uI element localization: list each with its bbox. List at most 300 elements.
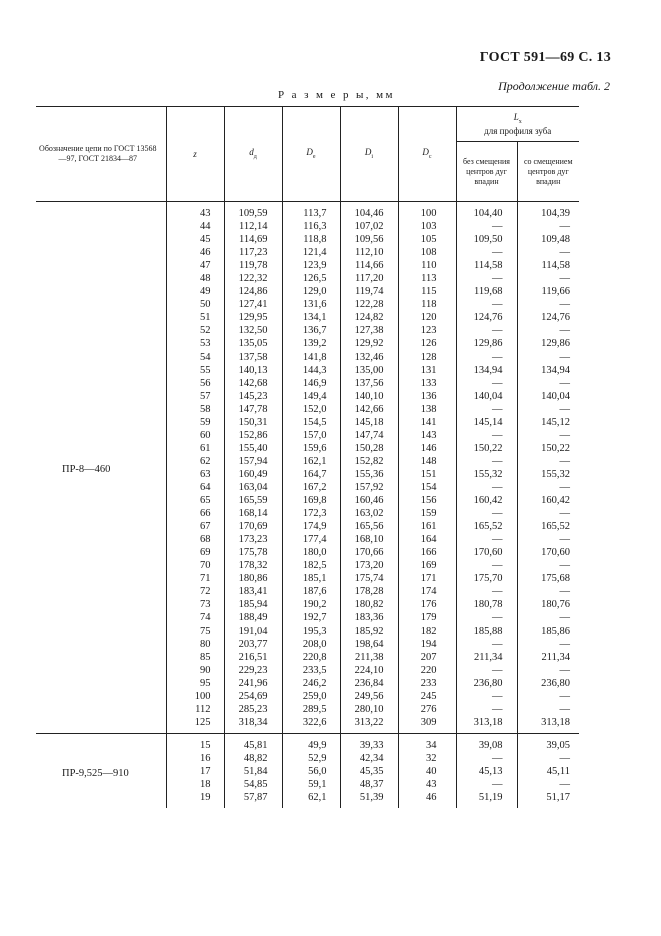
cell-d-delta: 150,31: [224, 416, 282, 429]
cell-Lx-with-shift: —: [559, 455, 570, 467]
cell-Di: 42,34: [340, 752, 398, 765]
cell-z: 55: [166, 364, 224, 377]
cell-Dc: 146: [398, 442, 456, 455]
cell-Lx-with-shift: —: [559, 377, 570, 389]
cell-d-delta: 241,96: [224, 677, 282, 690]
cell-Di: 165,56: [340, 520, 398, 533]
cell-Lx-no-shift: 114,58: [456, 259, 517, 272]
cell-Lx-with-shift: 313,18: [541, 716, 570, 728]
cell-Di: 112,10: [340, 246, 398, 259]
cell-Dc: 276: [398, 703, 456, 716]
cell-Lx-with-shift: —: [559, 247, 570, 259]
cell-Dc: 171: [398, 572, 456, 585]
cell-d-delta: 57,87: [224, 791, 282, 808]
table-row: [36, 733, 579, 752]
cell-Lx-with-shift: 104,39: [541, 208, 570, 220]
cell-Lx-no-shift: —: [456, 559, 517, 572]
cell-d-delta: 119,78: [224, 259, 282, 272]
cell-De: 208,0: [282, 638, 340, 651]
cell-Di: 157,92: [340, 481, 398, 494]
cell-Dc: 176: [398, 598, 456, 611]
header-d-delta: $d_д$: [224, 107, 282, 202]
cell-De: 159,6: [282, 442, 340, 455]
cell-Lx-with-shift: —: [559, 703, 570, 715]
cell-De: 134,1: [282, 311, 340, 324]
cell-d-delta: 229,23: [224, 664, 282, 677]
cell-Di: 236,84: [340, 677, 398, 690]
cell-Dc: 120: [398, 311, 456, 324]
cell-d-delta: 114,69: [224, 233, 282, 246]
cell-Lx-no-shift: —: [456, 585, 517, 598]
cell-De: 195,3: [282, 625, 340, 638]
cell-Dc: 105: [398, 233, 456, 246]
cell-Di: 140,10: [340, 390, 398, 403]
cell-z: 16: [166, 752, 224, 765]
cell-De: 149,4: [282, 390, 340, 403]
cell-Lx-with-shift: —: [559, 403, 570, 415]
cell-Lx-no-shift: —: [456, 455, 517, 468]
cell-De: 146,9: [282, 377, 340, 390]
header-z: z: [166, 107, 224, 202]
cell-z: 90: [166, 664, 224, 677]
cell-De: 180,0: [282, 546, 340, 559]
cell-Dc: 143: [398, 429, 456, 442]
cell-Lx-no-shift: —: [456, 298, 517, 311]
cell-Lx-with-shift: 236,80: [541, 677, 570, 689]
cell-Lx-with-shift: 160,42: [541, 495, 570, 507]
cell-d-delta: 135,05: [224, 337, 282, 350]
table-continuation-note: Продолжение табл. 2: [498, 79, 610, 93]
cell-d-delta: 54,85: [224, 778, 282, 791]
cell-Di: 145,18: [340, 416, 398, 429]
cell-Dc: 166: [398, 546, 456, 559]
cell-Di: 211,38: [340, 651, 398, 664]
cell-De: 49,9: [282, 733, 340, 752]
cell-Lx-with-shift: —: [559, 221, 570, 233]
cell-Di: 122,28: [340, 298, 398, 311]
cell-Lx-no-shift: —: [456, 246, 517, 259]
cell-Lx-with-shift: —: [559, 273, 570, 285]
dimensions-caption: Р а з м е р ы, мм: [278, 89, 395, 101]
cell-Lx-no-shift: 39,08: [456, 733, 517, 752]
cell-z: 50: [166, 298, 224, 311]
header-De: $D_e$: [282, 107, 340, 202]
cell-d-delta: 203,77: [224, 638, 282, 651]
cell-De: 126,5: [282, 272, 340, 285]
cell-Lx-with-shift: 165,52: [541, 521, 570, 533]
cell-Di: 109,56: [340, 233, 398, 246]
cell-Lx-with-shift: —: [559, 690, 570, 702]
cell-Lx-with-shift: —: [559, 351, 570, 363]
cell-Lx-with-shift: 145,12: [541, 416, 570, 428]
cell-Lx-with-shift: 119,66: [541, 286, 570, 298]
cell-Di: 114,66: [340, 259, 398, 272]
cell-Lx-no-shift: 109,50: [456, 233, 517, 246]
cell-z: 48: [166, 272, 224, 285]
cell-Dc: 245: [398, 690, 456, 703]
cell-Lx-with-shift: 185,86: [541, 625, 570, 637]
cell-Lx-no-shift: —: [456, 638, 517, 651]
cell-z: 95: [166, 677, 224, 690]
cell-De: 118,8: [282, 233, 340, 246]
cell-z: 54: [166, 351, 224, 364]
cell-d-delta: 145,23: [224, 390, 282, 403]
cell-Dc: 43: [398, 778, 456, 791]
cell-De: 185,1: [282, 572, 340, 585]
cell-z: 44: [166, 220, 224, 233]
cell-De: 182,5: [282, 559, 340, 572]
cell-d-delta: 191,04: [224, 625, 282, 638]
cell-z: 74: [166, 611, 224, 624]
cell-Lx-no-shift: 140,04: [456, 390, 517, 403]
cell-d-delta: 132,50: [224, 324, 282, 337]
cell-De: 167,2: [282, 481, 340, 494]
cell-Lx-no-shift: 51,19: [456, 791, 517, 808]
cell-Lx-no-shift: —: [456, 690, 517, 703]
cell-Di: 160,46: [340, 494, 398, 507]
cell-d-delta: 147,78: [224, 403, 282, 416]
cell-Lx-with-shift: 170,60: [541, 547, 570, 559]
cell-z: 47: [166, 259, 224, 272]
cell-Di: 124,82: [340, 311, 398, 324]
cell-d-delta: 254,69: [224, 690, 282, 703]
cell-Di: 155,36: [340, 468, 398, 481]
cell-Lx-no-shift: —: [456, 611, 517, 624]
cell-De: 121,4: [282, 246, 340, 259]
cell-Lx-no-shift: 45,13: [456, 765, 517, 778]
cell-Dc: 233: [398, 677, 456, 690]
cell-Lx-with-shift: —: [559, 586, 570, 598]
cell-Dc: 169: [398, 559, 456, 572]
cell-Di: 132,46: [340, 351, 398, 364]
cell-d-delta: 109,59: [224, 202, 282, 221]
cell-De: 59,1: [282, 778, 340, 791]
cell-d-delta: 140,13: [224, 364, 282, 377]
cell-Di: 185,92: [340, 625, 398, 638]
cell-Dc: 110: [398, 259, 456, 272]
cell-De: 259,0: [282, 690, 340, 703]
cell-z: 68: [166, 533, 224, 546]
cell-Dc: 103: [398, 220, 456, 233]
cell-Dc: 136: [398, 390, 456, 403]
cell-z: 45: [166, 233, 224, 246]
cell-Lx-with-shift: —: [559, 508, 570, 520]
cell-z: 53: [166, 337, 224, 350]
cell-De: 157,0: [282, 429, 340, 442]
cell-De: 116,3: [282, 220, 340, 233]
cell-z: 72: [166, 585, 224, 598]
cell-d-delta: 216,51: [224, 651, 282, 664]
cell-Di: 173,20: [340, 559, 398, 572]
cell-De: 131,6: [282, 298, 340, 311]
cell-Lx-with-shift: —: [559, 638, 570, 650]
cell-Lx-with-shift: 180,76: [541, 599, 570, 611]
cell-Lx-with-shift: —: [559, 560, 570, 572]
cell-Dc: 115: [398, 285, 456, 298]
cell-Di: 51,39: [340, 791, 398, 808]
cell-Dc: 159: [398, 507, 456, 520]
cell-z: 64: [166, 481, 224, 494]
cell-Dc: 126: [398, 337, 456, 350]
cell-d-delta: 183,41: [224, 585, 282, 598]
cell-z: 58: [166, 403, 224, 416]
cell-Di: 39,33: [340, 733, 398, 752]
cell-Di: 107,02: [340, 220, 398, 233]
cell-De: 56,0: [282, 765, 340, 778]
cell-Di: 178,28: [340, 585, 398, 598]
cell-Dc: 118: [398, 298, 456, 311]
cell-Lx-no-shift: 165,52: [456, 520, 517, 533]
cell-d-delta: 318,34: [224, 716, 282, 734]
cell-z: 71: [166, 572, 224, 585]
cell-Lx-no-shift: 211,34: [456, 651, 517, 664]
cell-Lx-with-shift: 175,68: [541, 573, 570, 585]
cell-Lx-no-shift: 185,88: [456, 625, 517, 638]
cell-d-delta: 117,23: [224, 246, 282, 259]
cell-d-delta: 48,82: [224, 752, 282, 765]
cell-Di: 48,37: [340, 778, 398, 791]
cell-Lx-no-shift: 124,76: [456, 311, 517, 324]
cell-z: 52: [166, 324, 224, 337]
cell-Dc: 108: [398, 246, 456, 259]
cell-Dc: 131: [398, 364, 456, 377]
cell-Lx-no-shift: 236,80: [456, 677, 517, 690]
cell-Lx-no-shift: 170,60: [456, 546, 517, 559]
cell-Lx-with-shift: 155,32: [541, 468, 570, 480]
cell-d-delta: 152,86: [224, 429, 282, 442]
cell-Lx-with-shift: 114,58: [541, 260, 570, 272]
cell-Lx-with-shift: 211,34: [541, 651, 570, 663]
cell-z: 69: [166, 546, 224, 559]
cell-Lx-with-shift: 129,86: [541, 338, 570, 350]
cell-Lx-no-shift: —: [456, 429, 517, 442]
cell-Di: 163,02: [340, 507, 398, 520]
cell-Di: 183,36: [340, 611, 398, 624]
cell-Dc: 151: [398, 468, 456, 481]
cell-Lx-with-shift: —: [559, 534, 570, 546]
cell-Di: 152,82: [340, 455, 398, 468]
cell-Dc: 141: [398, 416, 456, 429]
cell-z: 60: [166, 429, 224, 442]
cell-z: 65: [166, 494, 224, 507]
cell-d-delta: 180,86: [224, 572, 282, 585]
cell-De: 177,4: [282, 533, 340, 546]
document-reference: ГОСТ 591—69 С. 13: [479, 50, 611, 65]
cell-De: 289,5: [282, 703, 340, 716]
cell-Lx-no-shift: —: [456, 481, 517, 494]
header-designation: Обозначение цепи по ГОСТ 13568—97, ГОСТ 21834—87: [36, 107, 166, 202]
cell-z: 51: [166, 311, 224, 324]
cell-Lx-with-shift: —: [559, 299, 570, 311]
cell-Lx-no-shift: —: [456, 752, 517, 765]
cell-z: 66: [166, 507, 224, 520]
cell-De: 139,2: [282, 337, 340, 350]
cell-De: 123,9: [282, 259, 340, 272]
cell-z: 57: [166, 390, 224, 403]
cell-d-delta: 124,86: [224, 285, 282, 298]
cell-Dc: 133: [398, 377, 456, 390]
cell-z: 17: [166, 765, 224, 778]
table-row: [36, 202, 579, 221]
cell-De: 152,0: [282, 403, 340, 416]
cell-d-delta: 157,94: [224, 455, 282, 468]
cell-z: 85: [166, 651, 224, 664]
cell-Di: 168,10: [340, 533, 398, 546]
cell-Dc: 32: [398, 752, 456, 765]
cell-Lx-no-shift: 129,86: [456, 337, 517, 350]
cell-d-delta: 163,04: [224, 481, 282, 494]
cell-Di: 127,38: [340, 324, 398, 337]
cell-Di: 117,20: [340, 272, 398, 285]
cell-De: 129,0: [282, 285, 340, 298]
cell-Dc: 207: [398, 651, 456, 664]
cell-z: 63: [166, 468, 224, 481]
cell-Lx-no-shift: 104,40: [456, 202, 517, 221]
cell-Di: 313,22: [340, 716, 398, 734]
cell-z: 43: [166, 202, 224, 221]
cell-Dc: 179: [398, 611, 456, 624]
cell-De: 187,6: [282, 585, 340, 598]
cell-z: 80: [166, 638, 224, 651]
cell-d-delta: 285,23: [224, 703, 282, 716]
cell-Di: 280,10: [340, 703, 398, 716]
cell-z: 62: [166, 455, 224, 468]
cell-Lx-with-shift: 109,48: [541, 234, 570, 246]
cell-De: 62,1: [282, 791, 340, 808]
cell-Lx-no-shift: —: [456, 507, 517, 520]
cell-Dc: 182: [398, 625, 456, 638]
cell-Di: 180,82: [340, 598, 398, 611]
cell-Lx-with-shift: —: [559, 779, 570, 791]
cell-Dc: 46: [398, 791, 456, 808]
cell-Dc: 194: [398, 638, 456, 651]
cell-Di: 104,46: [340, 202, 398, 221]
cell-z: 70: [166, 559, 224, 572]
cell-z: 18: [166, 778, 224, 791]
cell-Lx-no-shift: 155,32: [456, 468, 517, 481]
cell-De: 136,7: [282, 324, 340, 337]
cell-Lx-with-shift: —: [559, 325, 570, 337]
cell-Lx-with-shift: —: [559, 482, 570, 493]
cell-d-delta: 122,32: [224, 272, 282, 285]
cell-d-delta: 129,95: [224, 311, 282, 324]
cell-d-delta: 142,68: [224, 377, 282, 390]
cell-De: 220,8: [282, 651, 340, 664]
cell-d-delta: 185,94: [224, 598, 282, 611]
cell-Lx-no-shift: —: [456, 377, 517, 390]
cell-d-delta: 155,40: [224, 442, 282, 455]
cell-Lx-no-shift: —: [456, 324, 517, 337]
cell-z: 56: [166, 377, 224, 390]
cell-z: 112: [166, 703, 224, 716]
cell-Dc: 34: [398, 733, 456, 752]
cell-d-delta: 160,49: [224, 468, 282, 481]
cell-Dc: 100: [398, 202, 456, 221]
cell-Di: 198,64: [340, 638, 398, 651]
cell-Dc: 161: [398, 520, 456, 533]
cell-d-delta: 51,84: [224, 765, 282, 778]
cell-d-delta: 165,59: [224, 494, 282, 507]
cell-De: 52,9: [282, 752, 340, 765]
cell-Di: 147,74: [340, 429, 398, 442]
cell-z: 59: [166, 416, 224, 429]
cell-d-delta: 45,81: [224, 733, 282, 752]
cell-De: 233,5: [282, 664, 340, 677]
cell-De: 190,2: [282, 598, 340, 611]
cell-Lx-no-shift: —: [456, 351, 517, 364]
cell-Lx-with-shift: 45,11: [546, 765, 570, 777]
cell-d-delta: 175,78: [224, 546, 282, 559]
cell-z: 73: [166, 598, 224, 611]
cell-Lx-with-shift: 140,04: [541, 390, 570, 402]
cell-d-delta: 127,41: [224, 298, 282, 311]
cell-d-delta: 112,14: [224, 220, 282, 233]
cell-De: 246,2: [282, 677, 340, 690]
cell-Lx-with-shift: 39,05: [517, 733, 579, 752]
cell-Lx-no-shift: —: [456, 703, 517, 716]
cell-Lx-no-shift: 180,78: [456, 598, 517, 611]
cell-Lx-with-shift: —: [559, 429, 570, 441]
header-Dc: $D_c$: [398, 107, 456, 202]
cell-Di: 119,74: [340, 285, 398, 298]
cell-Di: 137,56: [340, 377, 398, 390]
cell-Di: 135,00: [340, 364, 398, 377]
cell-Lx-no-shift: —: [456, 778, 517, 791]
cell-z: 125: [166, 716, 224, 734]
cell-d-delta: 170,69: [224, 520, 282, 533]
cell-z: 46: [166, 246, 224, 259]
cell-Lx-no-shift: —: [456, 403, 517, 416]
cell-Lx-no-shift: 175,70: [456, 572, 517, 585]
cell-Lx-with-shift: 150,22: [541, 442, 570, 454]
cell-d-delta: 137,58: [224, 351, 282, 364]
cell-z: 75: [166, 625, 224, 638]
cell-De: 141,8: [282, 351, 340, 364]
cell-Dc: 128: [398, 351, 456, 364]
cell-Di: 249,56: [340, 690, 398, 703]
cell-z: 15: [166, 733, 224, 752]
chain-designation: ПР-9,525—910: [36, 733, 166, 808]
cell-Dc: 113: [398, 272, 456, 285]
cell-Dc: 148: [398, 455, 456, 468]
dimensions-table: [36, 106, 579, 808]
cell-Lx-no-shift: 160,42: [456, 494, 517, 507]
cell-Dc: 156: [398, 494, 456, 507]
cell-Dc: 123: [398, 324, 456, 337]
cell-Lx-no-shift: 145,14: [456, 416, 517, 429]
cell-Lx-with-shift: 124,76: [541, 312, 570, 324]
cell-d-delta: 188,49: [224, 611, 282, 624]
cell-Lx-no-shift: —: [456, 220, 517, 233]
cell-Dc: 164: [398, 533, 456, 546]
cell-Di: 150,28: [340, 442, 398, 455]
header-with-shift: со смещением центров дуг впадин: [517, 142, 579, 202]
cell-Lx-no-shift: —: [456, 533, 517, 546]
header-Di: $D_i$: [340, 107, 398, 202]
cell-De: 162,1: [282, 455, 340, 468]
cell-Di: 175,74: [340, 572, 398, 585]
header-Lx: $L_x$ для профиля зуба: [456, 107, 579, 142]
cell-Lx-with-shift: 51,17: [546, 792, 570, 804]
cell-z: 100: [166, 690, 224, 703]
chain-designation: ПР-8—460: [36, 202, 166, 734]
cell-Dc: 220: [398, 664, 456, 677]
cell-Di: 45,35: [340, 765, 398, 778]
cell-Dc: 138: [398, 403, 456, 416]
cell-Di: 224,10: [340, 664, 398, 677]
cell-De: 192,7: [282, 611, 340, 624]
cell-De: 113,7: [282, 202, 340, 221]
